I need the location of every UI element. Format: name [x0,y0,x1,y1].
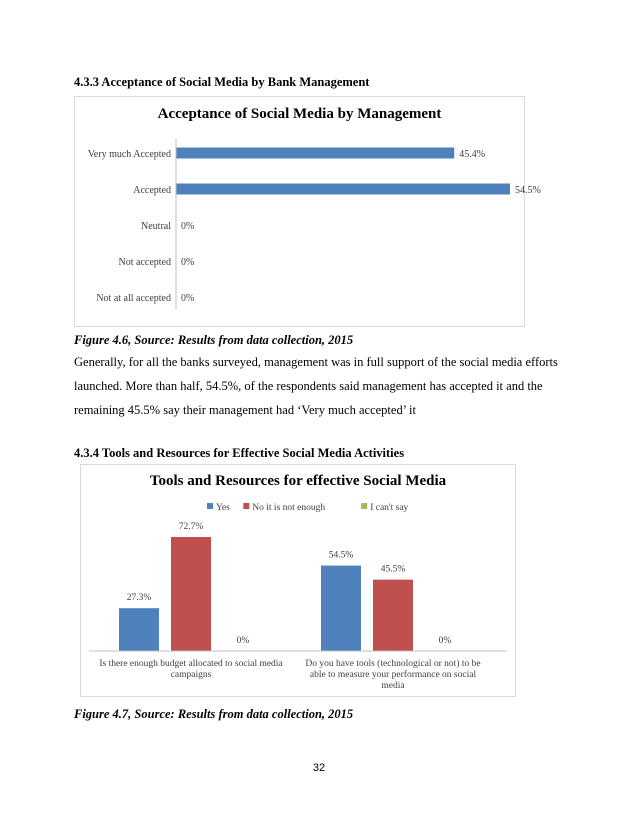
section-heading-acceptance: 4.3.3 Acceptance of Social Media by Bank Management [74,75,370,89]
paragraph-line-2: launched. More than half, 54.5%, of the respondents said management has accepted it and the [74,379,543,393]
data-label: 0% [438,636,452,646]
paragraph-line-3: remaining 45.5% say their management had ‘Very much accepted’ it [74,403,416,417]
category-label: Accepted [133,185,171,196]
category-label: campaigns [170,670,212,680]
section-heading-tools: 4.3.4 Tools and Resources for Effective Social Media Activities [74,446,405,460]
page-number: 32 [312,762,326,774]
data-label: 0% [181,257,195,268]
bar [119,608,159,651]
acceptance-chart [74,96,541,327]
tools-chart-title: Tools and Resources for effective Social Media [149,473,447,489]
legend-swatch [361,503,367,509]
category-label: able to measure your performance on social [309,670,477,680]
category-label: Do you have tools (technological or not) to be [305,659,481,669]
data-label: 54.5% [515,185,541,196]
legend-label: I can't say [370,503,409,513]
bar [171,537,211,651]
data-label: 45.4% [459,149,486,160]
category-label: Not at all accepted [96,293,171,304]
paragraph-line-1: Generally, for all the banks surveyed, management was in full support of the social media efforts [74,355,558,369]
bar [176,148,454,159]
data-label: 45.5% [380,564,406,575]
data-label: 0% [236,636,250,646]
legend-label: No it is not enough [252,503,326,513]
data-label: 54.5% [328,550,354,561]
acceptance-chart-plot [75,97,541,326]
bar [321,566,361,651]
category-label: Is there enough budget allocated to social media [99,659,283,669]
figure-4-7-caption: Figure 4.7, Source: Results from data collection, 2015 [74,707,354,721]
legend-swatch [243,503,249,509]
figure-4-6-caption: Figure 4.6, Source: Results from data collection, 2015 [74,333,354,347]
acceptance-chart-title: Acceptance of Social Media by Management [157,106,442,122]
bar [176,184,510,195]
data-label: 0% [181,221,195,232]
legend-label: Yes [216,503,230,513]
data-label: 72.7% [178,522,204,532]
bar [373,580,413,651]
legend-swatch [207,503,213,509]
tools-chart [80,464,516,697]
tools-chart-plot [81,465,515,696]
category-label: media [381,681,405,691]
category-label: Very much Accepted [87,149,171,160]
category-label: Not accepted [118,257,171,268]
body-paragraph [74,350,566,422]
data-label: 27.3% [126,593,152,604]
category-label: Neutral [141,221,171,232]
data-label: 0% [181,293,195,304]
